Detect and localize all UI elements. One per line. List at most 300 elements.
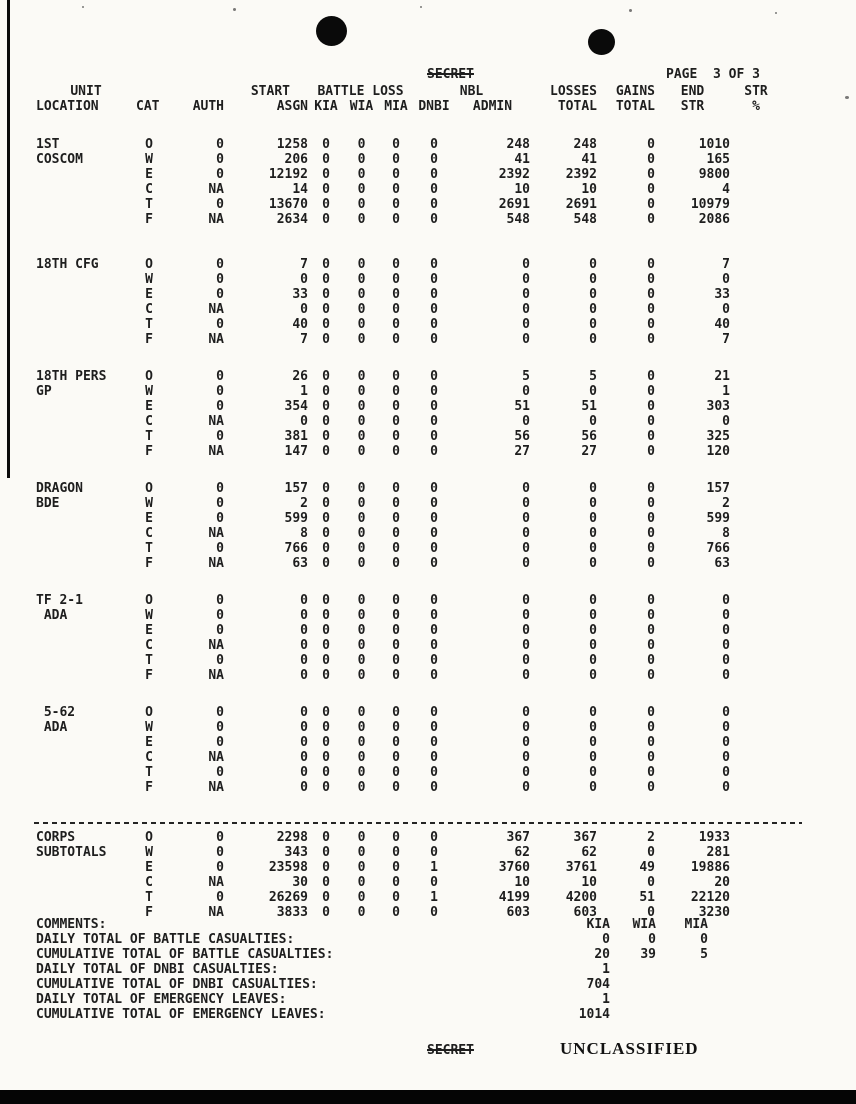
value-cell: 0 xyxy=(357,384,366,399)
value-cell: 0 xyxy=(522,556,530,571)
value-cell: 0 xyxy=(430,287,438,302)
value-cell: 0 xyxy=(300,608,308,623)
value-cell: 0 xyxy=(589,287,597,302)
value-cell: 0 xyxy=(392,890,400,905)
value-cell: 0 xyxy=(522,765,530,780)
value-cell: 0 xyxy=(430,830,438,845)
value-cell: 0 xyxy=(357,302,366,317)
scan-speck xyxy=(629,9,632,12)
value-cell: 0 xyxy=(392,496,400,511)
category-cell: E xyxy=(145,860,153,875)
category-cell: T xyxy=(145,429,153,444)
value-cell: 0 xyxy=(322,167,330,182)
value-cell: 0 xyxy=(357,845,366,860)
value-cell: 0 xyxy=(357,623,366,638)
value-cell: 0 xyxy=(522,541,530,556)
unit-location xyxy=(36,317,136,332)
value-cell: 0 xyxy=(647,384,655,399)
str-pct-cell xyxy=(730,481,782,496)
value-cell: 0 xyxy=(647,668,655,683)
str-pct-cell xyxy=(730,182,782,197)
value-cell: 0 xyxy=(647,272,655,287)
str-pct-cell xyxy=(730,444,782,459)
value-cell: 0 xyxy=(322,332,330,347)
column-group-header: STR xyxy=(744,84,768,99)
scan-speck xyxy=(775,12,777,14)
value-cell: 10979 xyxy=(690,197,730,212)
value-cell: 0 xyxy=(357,735,366,750)
separator-line xyxy=(34,822,802,824)
value-cell: 0 xyxy=(216,541,224,556)
value-cell: 599 xyxy=(706,511,730,526)
value-cell: 0 xyxy=(216,720,224,735)
value-cell: 0 xyxy=(430,638,438,653)
value-cell: 4 xyxy=(722,182,730,197)
unit-location xyxy=(36,668,136,683)
value-cell: 0 xyxy=(647,653,655,668)
value-cell: 0 xyxy=(300,780,308,795)
comments-header-row xyxy=(36,917,782,932)
scan-edge-bottom xyxy=(0,1090,856,1104)
value-cell: 0 xyxy=(522,735,530,750)
value-cell: 2392 xyxy=(565,167,597,182)
value-cell: 0 xyxy=(722,302,730,317)
str-pct-cell xyxy=(730,541,782,556)
value-cell: 0 xyxy=(322,272,330,287)
unit-location xyxy=(36,444,136,459)
value-cell: 0 xyxy=(392,414,400,429)
category-cell: T xyxy=(145,765,153,780)
value-cell: 2691 xyxy=(498,197,530,212)
value-cell: 1 xyxy=(430,890,438,905)
unit-group xyxy=(36,481,782,571)
comment-label: DAILY TOTAL OF BATTLE CASUALTIES: xyxy=(36,932,295,947)
value-cell: 0 xyxy=(392,830,400,845)
value-cell: 0 xyxy=(522,720,530,735)
table-row xyxy=(36,541,782,556)
value-cell: 0 xyxy=(322,556,330,571)
value-cell: 0 xyxy=(522,750,530,765)
unit-location xyxy=(36,556,136,571)
value-cell: 9800 xyxy=(698,167,730,182)
value-cell: 0 xyxy=(357,905,366,920)
unit-location xyxy=(36,272,136,287)
category-cell: O xyxy=(145,830,153,845)
value-cell: 33 xyxy=(714,287,730,302)
value-cell: 0 xyxy=(647,875,655,890)
value-cell: 0 xyxy=(430,414,438,429)
value-cell: 0 xyxy=(357,705,366,720)
table-row xyxy=(36,481,782,496)
value-cell: 0 xyxy=(357,526,366,541)
value-cell: 0 xyxy=(322,526,330,541)
value-cell: 0 xyxy=(392,167,400,182)
value-cell: 0 xyxy=(430,317,438,332)
value-cell: 0 xyxy=(589,556,597,571)
value-cell: 0 xyxy=(589,302,597,317)
str-pct-cell xyxy=(730,623,782,638)
str-pct-cell xyxy=(730,272,782,287)
value-cell: 0 xyxy=(647,182,655,197)
comments-column-header: MIA xyxy=(684,917,708,932)
value-cell: 0 xyxy=(357,556,366,571)
unit-location: TF 2-1 xyxy=(36,593,83,608)
value-cell: 0 xyxy=(522,780,530,795)
scan-speck xyxy=(845,96,849,99)
value-cell: 0 xyxy=(647,720,655,735)
value-cell: NA xyxy=(208,668,224,683)
value-cell: 19886 xyxy=(690,860,730,875)
value-cell: 281 xyxy=(706,845,730,860)
category-cell: W xyxy=(145,272,153,287)
value-cell: 766 xyxy=(706,541,730,556)
category-cell: F xyxy=(145,444,153,459)
value-cell: 0 xyxy=(647,556,655,571)
value-cell: 0 xyxy=(430,496,438,511)
value-cell: 766 xyxy=(284,541,308,556)
table-row xyxy=(36,137,782,152)
value-cell: 8 xyxy=(722,526,730,541)
str-pct-cell xyxy=(730,735,782,750)
value-cell: 206 xyxy=(284,152,308,167)
scan-speck xyxy=(233,8,236,11)
comments-column-header: WIA xyxy=(632,917,656,932)
value-cell: 0 xyxy=(392,481,400,496)
value-cell: 0 xyxy=(430,197,438,212)
str-pct-cell xyxy=(730,152,782,167)
classification-header: SECRET xyxy=(427,67,474,82)
unit-location xyxy=(36,332,136,347)
value-cell: 0 xyxy=(647,444,655,459)
category-cell: W xyxy=(145,152,153,167)
value-cell: 303 xyxy=(706,399,730,414)
value-cell: 0 xyxy=(357,212,366,227)
comments-title: COMMENTS: xyxy=(36,917,107,932)
value-cell: 0 xyxy=(357,332,366,347)
value-cell: 354 xyxy=(284,399,308,414)
value-cell: 0 xyxy=(357,593,366,608)
comment-value-kia: 1 xyxy=(602,992,610,1007)
value-cell: 157 xyxy=(284,481,308,496)
value-cell: 0 xyxy=(322,638,330,653)
value-cell: 62 xyxy=(581,845,597,860)
table-row xyxy=(36,152,782,167)
column-header: KIA xyxy=(314,99,338,114)
str-pct-cell xyxy=(730,384,782,399)
value-cell: 2086 xyxy=(698,212,730,227)
comment-value-kia: 704 xyxy=(586,977,610,992)
category-cell: C xyxy=(145,638,153,653)
value-cell: 0 xyxy=(589,384,597,399)
value-cell: 0 xyxy=(647,302,655,317)
value-cell: 0 xyxy=(322,875,330,890)
value-cell: 0 xyxy=(589,593,597,608)
value-cell: 0 xyxy=(392,541,400,556)
value-cell: 2392 xyxy=(498,167,530,182)
value-cell: 381 xyxy=(284,429,308,444)
value-cell: 0 xyxy=(589,511,597,526)
unit-location xyxy=(36,875,136,890)
value-cell: 0 xyxy=(392,212,400,227)
comments-row xyxy=(36,932,782,947)
value-cell: 0 xyxy=(392,765,400,780)
value-cell: 0 xyxy=(357,541,366,556)
category-cell: E xyxy=(145,399,153,414)
value-cell: 0 xyxy=(216,890,224,905)
category-cell: W xyxy=(145,496,153,511)
category-cell: F xyxy=(145,780,153,795)
value-cell: 1 xyxy=(300,384,308,399)
unit-location xyxy=(36,623,136,638)
str-pct-cell xyxy=(730,830,782,845)
category-cell: W xyxy=(145,384,153,399)
value-cell: 0 xyxy=(392,780,400,795)
value-cell: 0 xyxy=(322,481,330,496)
str-pct-cell xyxy=(730,720,782,735)
value-cell: 0 xyxy=(322,890,330,905)
unit-location: 18TH CFG xyxy=(36,257,99,272)
scan-edge-line xyxy=(7,0,10,478)
category-cell: T xyxy=(145,653,153,668)
value-cell: 0 xyxy=(647,608,655,623)
str-pct-cell xyxy=(730,653,782,668)
value-cell: 0 xyxy=(722,668,730,683)
value-cell: 603 xyxy=(573,905,597,920)
unit-location: DRAGON xyxy=(36,481,83,496)
comment-value-wia: 0 xyxy=(648,932,656,947)
value-cell: 0 xyxy=(589,668,597,683)
column-header: % xyxy=(752,99,760,114)
value-cell: 548 xyxy=(573,212,597,227)
value-cell: 49 xyxy=(639,860,655,875)
strength-table-header xyxy=(36,84,782,114)
table-row xyxy=(36,890,782,905)
column-header: ASGN xyxy=(276,99,308,114)
unit-location xyxy=(36,890,136,905)
unit-location xyxy=(36,735,136,750)
table-row xyxy=(36,720,782,735)
column-header: LOCATION xyxy=(36,99,99,114)
value-cell: NA xyxy=(208,414,224,429)
value-cell: 7 xyxy=(300,332,308,347)
value-cell: 0 xyxy=(322,511,330,526)
str-pct-cell xyxy=(730,511,782,526)
table-row xyxy=(36,735,782,750)
str-pct-cell xyxy=(730,257,782,272)
category-cell: W xyxy=(145,608,153,623)
value-cell: 0 xyxy=(522,384,530,399)
value-cell: 0 xyxy=(430,668,438,683)
value-cell: 56 xyxy=(514,429,530,444)
category-cell: O xyxy=(145,481,153,496)
value-cell: 0 xyxy=(322,830,330,845)
value-cell: NA xyxy=(208,750,224,765)
unit-location xyxy=(36,541,136,556)
value-cell: 0 xyxy=(589,638,597,653)
category-cell: O xyxy=(145,257,153,272)
value-cell: 5 xyxy=(522,369,530,384)
value-cell: 248 xyxy=(573,137,597,152)
value-cell: 0 xyxy=(322,905,330,920)
value-cell: 0 xyxy=(322,182,330,197)
str-pct-cell xyxy=(730,668,782,683)
value-cell: 0 xyxy=(216,272,224,287)
value-cell: 0 xyxy=(522,511,530,526)
value-cell: 0 xyxy=(589,526,597,541)
str-pct-cell xyxy=(730,780,782,795)
value-cell: 147 xyxy=(284,444,308,459)
value-cell: 0 xyxy=(722,593,730,608)
comment-value-kia: 0 xyxy=(602,932,610,947)
value-cell: 0 xyxy=(722,653,730,668)
value-cell: 0 xyxy=(216,167,224,182)
unit-location xyxy=(36,860,136,875)
value-cell: 20 xyxy=(714,875,730,890)
value-cell: 0 xyxy=(216,481,224,496)
table-row xyxy=(36,384,782,399)
value-cell: 0 xyxy=(522,623,530,638)
strength-table-body xyxy=(36,137,782,817)
str-pct-cell xyxy=(730,608,782,623)
value-cell: 599 xyxy=(284,511,308,526)
str-pct-cell xyxy=(730,860,782,875)
value-cell: 0 xyxy=(357,638,366,653)
value-cell: 0 xyxy=(300,302,308,317)
value-cell: 0 xyxy=(430,272,438,287)
value-cell: 0 xyxy=(522,257,530,272)
table-row xyxy=(36,830,782,845)
value-cell: 0 xyxy=(357,137,366,152)
value-cell: 0 xyxy=(322,608,330,623)
value-cell: 30 xyxy=(292,875,308,890)
value-cell: 0 xyxy=(589,705,597,720)
value-cell: 0 xyxy=(522,526,530,541)
value-cell: 0 xyxy=(589,735,597,750)
comment-value-mia xyxy=(656,1007,708,1022)
category-cell: W xyxy=(145,845,153,860)
value-cell: 0 xyxy=(647,429,655,444)
value-cell: 0 xyxy=(357,369,366,384)
str-pct-cell xyxy=(730,890,782,905)
value-cell: 0 xyxy=(392,287,400,302)
scan-speck xyxy=(82,6,84,8)
value-cell: 41 xyxy=(514,152,530,167)
value-cell: 0 xyxy=(216,511,224,526)
value-cell: 0 xyxy=(647,511,655,526)
value-cell: 2691 xyxy=(565,197,597,212)
value-cell: 0 xyxy=(300,735,308,750)
value-cell: 0 xyxy=(722,272,730,287)
comment-label: DAILY TOTAL OF EMERGENCY LEAVES: xyxy=(36,992,287,1007)
unit-location: COSCOM xyxy=(36,152,83,167)
column-header: WIA xyxy=(349,99,374,114)
value-cell: 0 xyxy=(392,905,400,920)
value-cell: 0 xyxy=(392,608,400,623)
value-cell: 0 xyxy=(300,638,308,653)
value-cell: 0 xyxy=(430,212,438,227)
value-cell: 2 xyxy=(722,496,730,511)
unit-location: ADA xyxy=(36,608,68,623)
value-cell: NA xyxy=(208,212,224,227)
table-row xyxy=(36,369,782,384)
value-cell: NA xyxy=(208,332,224,347)
comment-value-wia xyxy=(610,992,656,1007)
table-row xyxy=(36,414,782,429)
value-cell: 0 xyxy=(357,750,366,765)
value-cell: 0 xyxy=(216,152,224,167)
column-group-header: UNIT xyxy=(70,84,102,99)
str-pct-cell xyxy=(730,526,782,541)
punch-hole xyxy=(316,16,347,46)
value-cell: 0 xyxy=(722,780,730,795)
value-cell: 0 xyxy=(216,429,224,444)
value-cell: 40 xyxy=(292,317,308,332)
value-cell: NA xyxy=(208,875,224,890)
category-cell: E xyxy=(145,623,153,638)
value-cell: 0 xyxy=(722,735,730,750)
value-cell: 0 xyxy=(430,302,438,317)
punch-hole xyxy=(588,29,615,55)
value-cell: 0 xyxy=(216,496,224,511)
category-cell: E xyxy=(145,511,153,526)
value-cell: 0 xyxy=(300,653,308,668)
table-header-row-1 xyxy=(36,84,782,99)
value-cell: 0 xyxy=(216,705,224,720)
value-cell: 0 xyxy=(392,332,400,347)
comment-label: CUMULATIVE TOTAL OF BATTLE CASUALTIES: xyxy=(36,947,334,962)
str-pct-cell xyxy=(730,638,782,653)
value-cell: 0 xyxy=(322,137,330,152)
category-cell: O xyxy=(145,705,153,720)
value-cell: 0 xyxy=(430,511,438,526)
value-cell: 0 xyxy=(322,668,330,683)
value-cell: 0 xyxy=(322,429,330,444)
value-cell: 4200 xyxy=(565,890,597,905)
value-cell: 0 xyxy=(430,720,438,735)
table-row xyxy=(36,750,782,765)
value-cell: 41 xyxy=(581,152,597,167)
value-cell: 0 xyxy=(322,496,330,511)
value-cell: 23598 xyxy=(268,860,308,875)
value-cell: 0 xyxy=(647,526,655,541)
value-cell: 1933 xyxy=(698,830,730,845)
value-cell: 0 xyxy=(392,668,400,683)
value-cell: 7 xyxy=(722,257,730,272)
value-cell: 0 xyxy=(392,511,400,526)
value-cell: 0 xyxy=(322,705,330,720)
value-cell: 0 xyxy=(322,444,330,459)
unit-location xyxy=(36,750,136,765)
value-cell: 0 xyxy=(392,653,400,668)
value-cell: 0 xyxy=(647,317,655,332)
value-cell: 0 xyxy=(647,905,655,920)
value-cell: 0 xyxy=(392,860,400,875)
column-header: MIA xyxy=(384,99,408,114)
value-cell: 0 xyxy=(430,444,438,459)
value-cell: 0 xyxy=(647,152,655,167)
str-pct-cell xyxy=(730,414,782,429)
value-cell: 0 xyxy=(722,638,730,653)
comment-value-kia: 20 xyxy=(594,947,610,962)
value-cell: 4199 xyxy=(498,890,530,905)
value-cell: 0 xyxy=(357,496,366,511)
value-cell: 0 xyxy=(647,780,655,795)
table-row xyxy=(36,608,782,623)
table-row xyxy=(36,860,782,875)
value-cell: 0 xyxy=(647,167,655,182)
column-header: DNBI xyxy=(418,99,450,114)
value-cell: 0 xyxy=(357,481,366,496)
